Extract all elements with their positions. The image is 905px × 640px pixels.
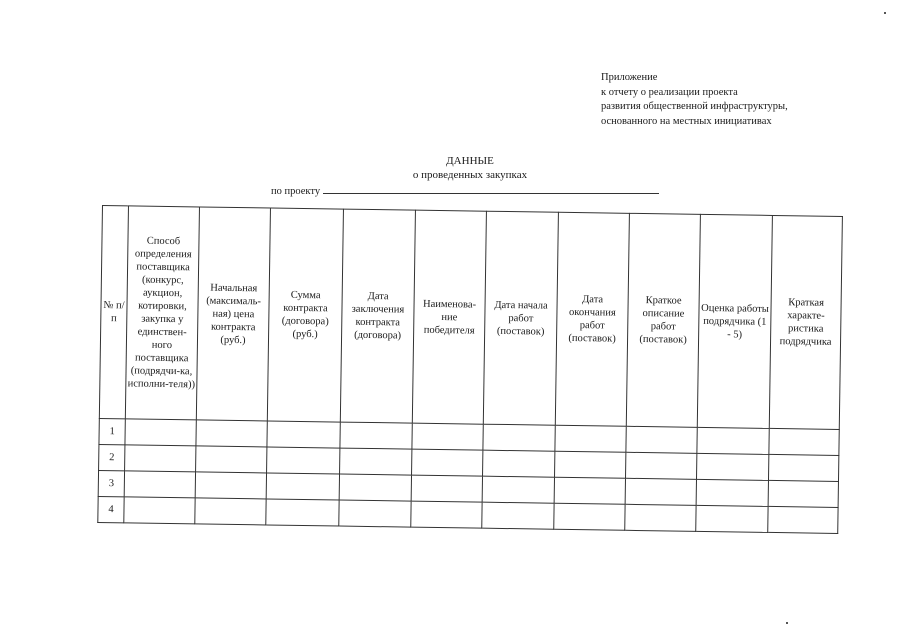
table-cell [266,499,339,526]
table-cell [125,419,196,446]
column-header: Наименова-ние победителя [412,210,486,424]
column-header: Краткая характе-ристика подрядчика [769,215,842,429]
table-header-row [99,206,842,430]
table-cell [696,453,768,480]
table-cell [267,447,340,474]
row-number: 4 [98,496,124,522]
table-cell [555,451,626,478]
column-header: Начальная (максималь-ная) цена контракта (руб.) [196,207,270,421]
procurement-table [97,205,843,534]
table-cell [483,424,555,451]
table-cell [482,476,554,503]
row-number: 3 [98,470,124,496]
table-cell [411,475,482,502]
appendix-line: к отчету о реализации проекта [601,86,738,98]
table-cell [266,473,339,500]
table-cell [339,474,411,501]
column-header: Сумма контракта (договора) (руб.) [267,208,343,422]
table-cell [267,421,340,448]
table-cell [196,446,267,473]
table-cell [554,503,625,530]
table-cell [483,450,555,477]
scan-speck [884,12,886,14]
table-cell [768,506,838,533]
table-cell [696,505,768,532]
table-cell [768,480,838,507]
table-cell [625,478,696,505]
appendix-line: Приложение [601,72,658,83]
table-cell [697,427,769,454]
table-cell [339,500,411,527]
table-cell [625,504,696,531]
row-number: 1 [99,418,125,444]
table-cell [195,498,266,525]
table-cell [769,428,839,455]
document-title [0,154,905,182]
table-cell [124,497,195,524]
table-cell [555,425,626,452]
table-cell [411,501,482,528]
table-cell [626,452,697,479]
procurement-table-wrapper [97,205,842,534]
column-header: Оценка работы подрядчика (1 - 5) [697,214,772,428]
title-subheading: о проведенных закупках [412,169,528,181]
table-cell [482,502,554,529]
table-cell [554,477,625,504]
appendix-note [601,71,788,129]
scan-speck [786,622,788,624]
column-header: Дата окончания работ (поставок) [555,212,629,426]
project-label: по проекту [271,186,321,197]
appendix-line: развития общественной инфраструктуры, [601,101,788,112]
column-header: Дата начала работ (поставок) [483,211,558,425]
column-header: № п/п [99,206,128,419]
table-cell [768,454,838,481]
column-header: Способ определения поставщика (конкурс, аукцион, котировки, закупка у единствен-ного поставщика (подрядчи-ка, исполни-теля)) [125,206,199,420]
title-heading: ДАННЫЕ [446,155,494,167]
table-cell [626,426,697,453]
table-cell [195,472,266,499]
table-cell [340,422,412,449]
table-cell [196,420,267,447]
table-cell [124,471,195,498]
table-cell [412,423,483,450]
column-header: Дата заключения контракта (договора) [340,209,415,423]
appendix-line: основанного на местных инициативах [601,115,772,127]
table-cell [412,449,483,476]
column-header: Краткое описание работ (поставок) [626,213,700,427]
table-cell [340,448,412,475]
project-line [271,183,659,197]
table-cell [125,445,196,472]
project-name-blank [323,183,659,194]
row-number: 2 [99,444,125,470]
table-cell [696,479,768,506]
